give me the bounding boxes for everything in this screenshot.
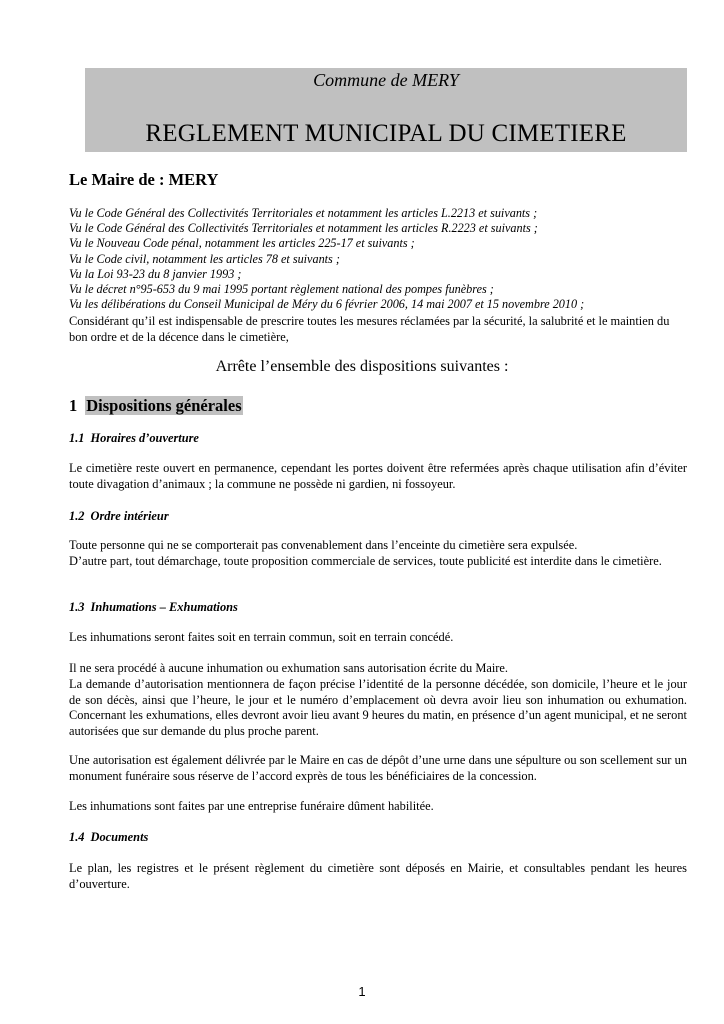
subsection-number: 1.3 [69, 600, 85, 614]
subsection-heading-1-4 [69, 830, 148, 845]
commune-name: Commune de MERY [313, 70, 459, 90]
document-title: REGLEMENT MUNICIPAL DU CIMETIERE [145, 120, 627, 147]
paragraph-inhumations-4: Une autorisation est également délivrée par le Maire en cas de dépôt d’une urne dans une sépulture ou son scellement sur un monument funéraire sous réserve de l’accord exprès de tous les bénéficiaires de la concession. [69, 753, 687, 783]
subsection-number: 1.2 [69, 509, 85, 523]
section-number: 1 [69, 396, 78, 415]
vu-line: Vu le Code Général des Collectivités Territoriales et notamment les articles L.2213 et suivants ; [69, 206, 538, 220]
subsection-heading-1-1 [69, 431, 199, 446]
subsection-heading-1-2 [69, 509, 169, 524]
section-heading-1 [69, 396, 243, 416]
subsection-title: Inhumations – Exhumations [90, 600, 238, 614]
subsection-heading-1-3 [69, 600, 238, 615]
subsection-number: 1.1 [69, 431, 85, 445]
vu-line: Vu le Code civil, notamment les articles 78 et suivants ; [69, 251, 340, 266]
vu-line: Vu la Loi 93-23 du 8 janvier 1993 ; [69, 266, 242, 281]
subsection-title: Documents [90, 830, 149, 844]
section-title: Dispositions générales [86, 396, 242, 415]
vu-line: Vu les délibérations du Conseil Municipal de Méry du 6 février 2006, 14 mai 2007 et 15 novembre 2010 ; [69, 297, 585, 312]
page-number: 1 [358, 984, 366, 999]
vu-line: Vu le décret n°95-653 du 9 mai 1995 portant règlement national des pompes funèbres ; [69, 282, 494, 297]
subsection-title: Horaires d’ouverture [90, 431, 199, 445]
subsection-title: Ordre intérieur [90, 509, 169, 523]
header-banner [85, 68, 687, 152]
arrete-heading: Arrête l’ensemble des dispositions suivantes : [215, 358, 509, 375]
paragraph-ordre-2: D’autre part, tout démarchage, toute proposition commerciale de services, toute publicité est interdite dans le cimetière. [69, 554, 662, 568]
paragraph-inhumations-5: Les inhumations sont faites par une entreprise funéraire dûment habilitée. [69, 799, 434, 813]
paragraph-documents: Le plan, les registres et le présent règlement du cimetière sont déposés en Mairie, et consultables pendant les heures d’ouverture. [69, 861, 687, 891]
vu-list [69, 206, 689, 312]
vu-line: Vu le Code Général des Collectivités Territoriales et notamment les articles R.2223 et suivants ; [69, 221, 538, 236]
paragraph-inhumations-2: Il ne sera procédé à aucune inhumation ou exhumation sans autorisation écrite du Maire. [69, 661, 509, 675]
paragraph-inhumations-3: La demande d’autorisation mentionnera de façon précise l’identité de la personne décédée, son domicile, l’heure et le jour de son décès, ainsi que l’heure, le jour et le numéro d’emplacement où devra avoir lieu son inhumation ou exhumation. Concernant les exhumations, elles devront avoir lieu avant 9 heures du matin, en présence d’un agent municipal, et ne seront autorisées que sur demande du plus proche parent. [69, 677, 687, 738]
paragraph-inhumations-1: Les inhumations seront faites soit en terrain commun, soit en terrain concédé. [69, 630, 454, 644]
maire-heading: Le Maire de : MERY [69, 170, 219, 189]
vu-line: Vu le Nouveau Code pénal, notamment les articles 225-17 et suivants ; [69, 236, 415, 251]
paragraph-horaires: Le cimetière reste ouvert en permanence, cependant les portes doivent être refermées après chaque utilisation afin d’éviter toute divagation d’animaux ; la commune ne possède ni gardien, ni fossoyeur. [69, 461, 687, 491]
subsection-number: 1.4 [69, 830, 85, 844]
paragraph-ordre-1: Toute personne qui ne se comporterait pas convenablement dans l’enceinte du cimetière sera expulsée. [69, 538, 578, 552]
considerant-paragraph: Considérant qu’il est indispensable de prescrire toutes les mesures réclamées par la sécurité, la salubrité et le maintien du bon ordre et de la décence dans le cimetière, [69, 314, 670, 344]
